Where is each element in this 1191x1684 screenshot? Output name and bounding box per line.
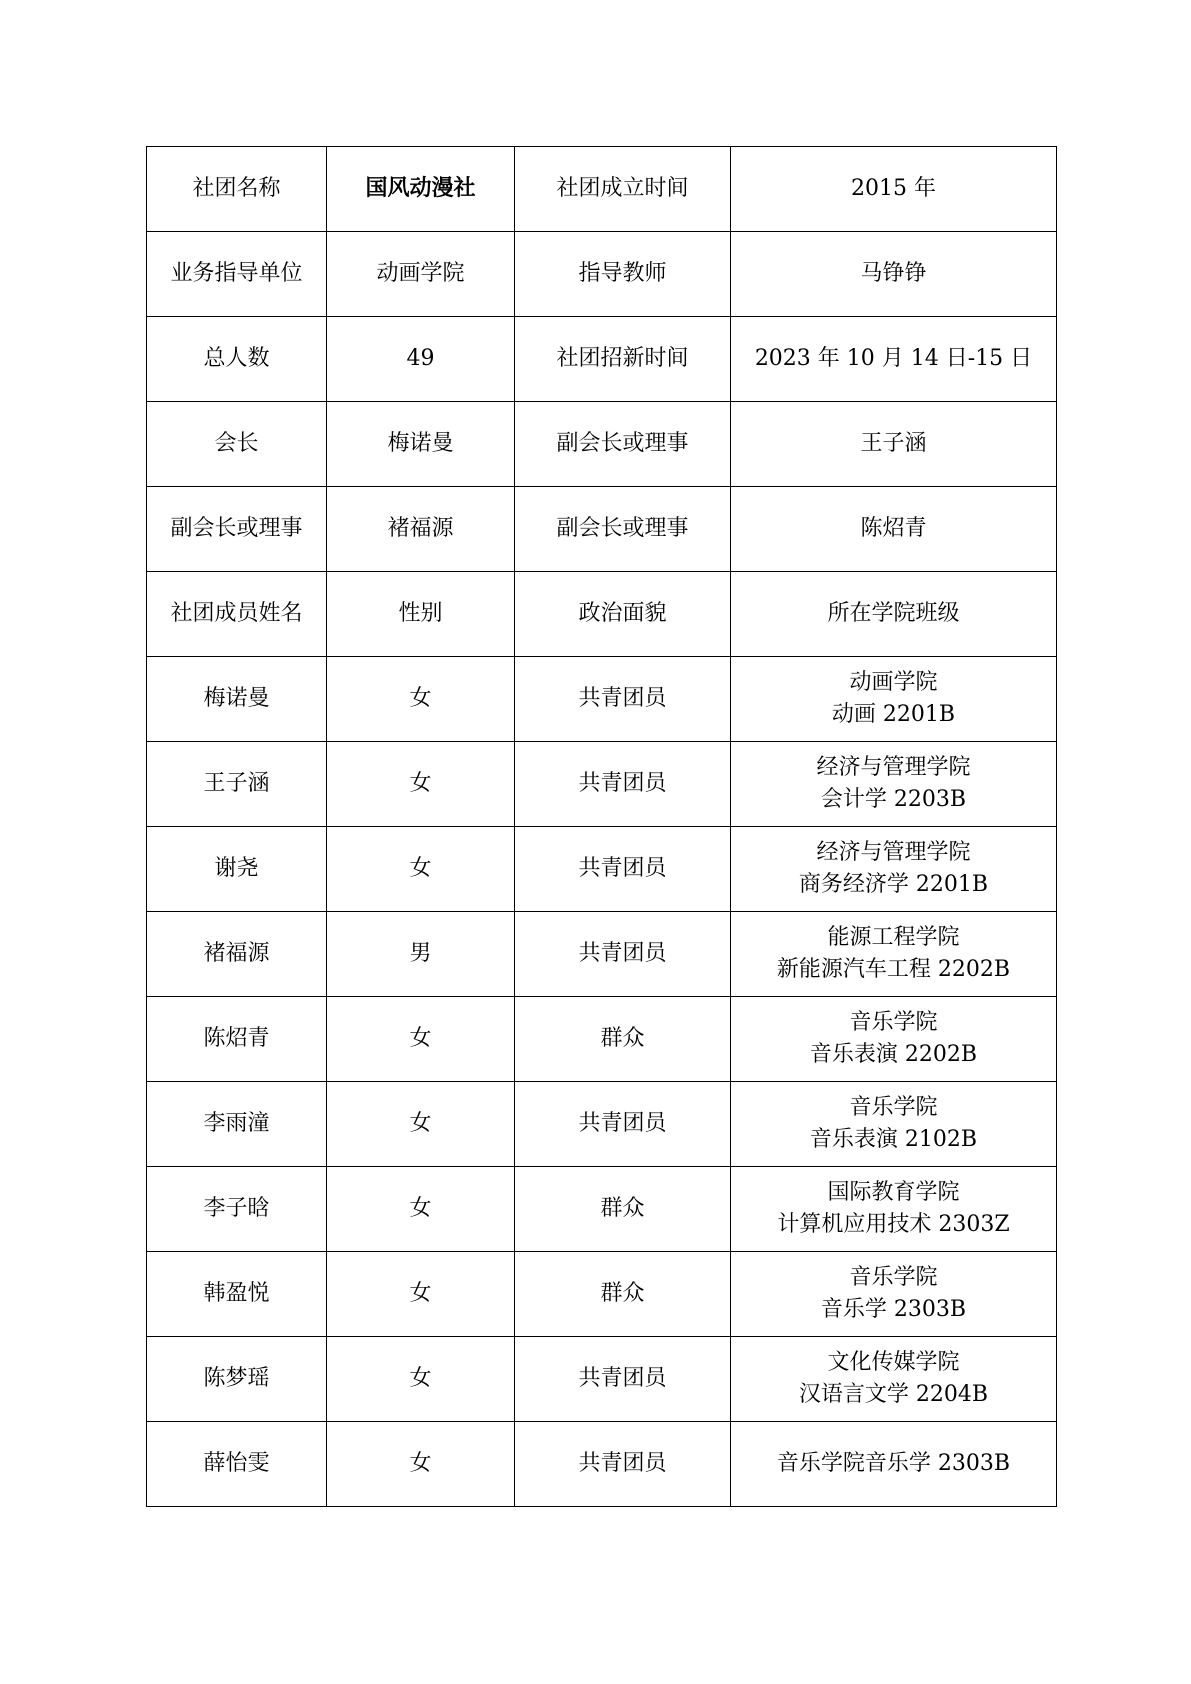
value-vp2: 褚福源 [327,487,515,572]
member-gender: 女 [327,1082,515,1167]
member-class: 会计学 2203B [820,787,967,812]
member-header-row [147,572,1057,657]
member-row [147,1082,1057,1167]
value-club-name: 国风动漫社 [327,147,515,232]
member-college: 文化传媒学院 [827,1350,960,1375]
member-name: 褚福源 [147,912,327,997]
member-gender: 女 [327,1337,515,1422]
member-college-class [731,742,1057,827]
table-row [147,487,1057,572]
member-status: 群众 [515,1167,731,1252]
member-name: 韩盈悦 [147,1252,327,1337]
header-gender: 性别 [327,572,515,657]
member-row [147,1422,1057,1507]
member-class: 新能源汽车工程 2202B [776,957,1011,982]
member-name: 陈梦瑶 [147,1337,327,1422]
member-college-class [731,1252,1057,1337]
member-gender: 女 [327,742,515,827]
table-row [147,402,1057,487]
member-college: 经济与管理学院 [816,755,971,780]
member-college: 音乐学院 [849,1010,938,1035]
member-college-class [731,827,1057,912]
member-class: 汉语言文学 2204B [798,1382,989,1407]
value-vp1: 王子涵 [731,402,1057,487]
member-row [147,742,1057,827]
member-gender: 女 [327,997,515,1082]
value-president: 梅诺曼 [327,402,515,487]
member-college-class [731,1422,1057,1507]
member-college-class [731,657,1057,742]
member-class: 动画 2201B [831,702,956,727]
member-status: 共青团员 [515,912,731,997]
member-college: 音乐学院音乐学 2303B [776,1451,1011,1476]
member-gender: 女 [327,1167,515,1252]
member-college: 能源工程学院 [827,925,960,950]
member-college: 音乐学院 [849,1095,938,1120]
member-status: 群众 [515,997,731,1082]
member-status: 共青团员 [515,742,731,827]
member-row [147,997,1057,1082]
header-college: 所在学院班级 [731,572,1057,657]
member-class: 商务经济学 2201B [798,872,989,897]
value-founded: 2015 年 [731,147,1057,232]
member-gender: 女 [327,827,515,912]
value-vp3: 陈炤青 [731,487,1057,572]
member-name: 李子晗 [147,1167,327,1252]
label-unit: 业务指导单位 [147,232,327,317]
label-vp2: 副会长或理事 [147,487,327,572]
member-row [147,1252,1057,1337]
member-college-class [731,1167,1057,1252]
label-vp3: 副会长或理事 [515,487,731,572]
value-total: 49 [327,317,515,402]
member-row [147,912,1057,997]
value-unit: 动画学院 [327,232,515,317]
member-college: 动画学院 [849,670,938,695]
member-row [147,1337,1057,1422]
member-name: 陈炤青 [147,997,327,1082]
member-status: 共青团员 [515,1082,731,1167]
member-name: 李雨潼 [147,1082,327,1167]
member-college-class [731,1082,1057,1167]
club-info-table [146,146,1057,1507]
member-college: 音乐学院 [849,1265,938,1290]
member-gender: 女 [327,1422,515,1507]
label-club-name: 社团名称 [147,147,327,232]
member-name: 王子涵 [147,742,327,827]
value-teacher: 马铮铮 [731,232,1057,317]
label-founded: 社团成立时间 [515,147,731,232]
member-row [147,1167,1057,1252]
member-status: 共青团员 [515,657,731,742]
member-college-class [731,1337,1057,1422]
member-class: 音乐学 2303B [820,1297,967,1322]
member-status: 群众 [515,1252,731,1337]
member-status: 共青团员 [515,1422,731,1507]
table-row [147,147,1057,232]
label-total: 总人数 [147,317,327,402]
member-row [147,657,1057,742]
label-vp1: 副会长或理事 [515,402,731,487]
member-college-class [731,912,1057,997]
header-name: 社团成员姓名 [147,572,327,657]
member-class: 音乐表演 2202B [809,1042,978,1067]
value-recruit: 2023 年 10 月 14 日-15 日 [731,317,1057,402]
table-row [147,232,1057,317]
member-name: 谢尧 [147,827,327,912]
label-teacher: 指导教师 [515,232,731,317]
member-college: 国际教育学院 [827,1180,960,1205]
member-status: 共青团员 [515,827,731,912]
header-status: 政治面貌 [515,572,731,657]
member-class: 音乐表演 2102B [809,1127,978,1152]
member-name: 薛怡雯 [147,1422,327,1507]
table-row [147,317,1057,402]
member-row [147,827,1057,912]
member-name: 梅诺曼 [147,657,327,742]
member-college: 经济与管理学院 [816,840,971,865]
label-recruit: 社团招新时间 [515,317,731,402]
member-college-class [731,997,1057,1082]
member-gender: 女 [327,1252,515,1337]
label-president: 会长 [147,402,327,487]
member-class: 计算机应用技术 2303Z [777,1212,1010,1237]
member-gender: 男 [327,912,515,997]
member-gender: 女 [327,657,515,742]
member-status: 共青团员 [515,1337,731,1422]
